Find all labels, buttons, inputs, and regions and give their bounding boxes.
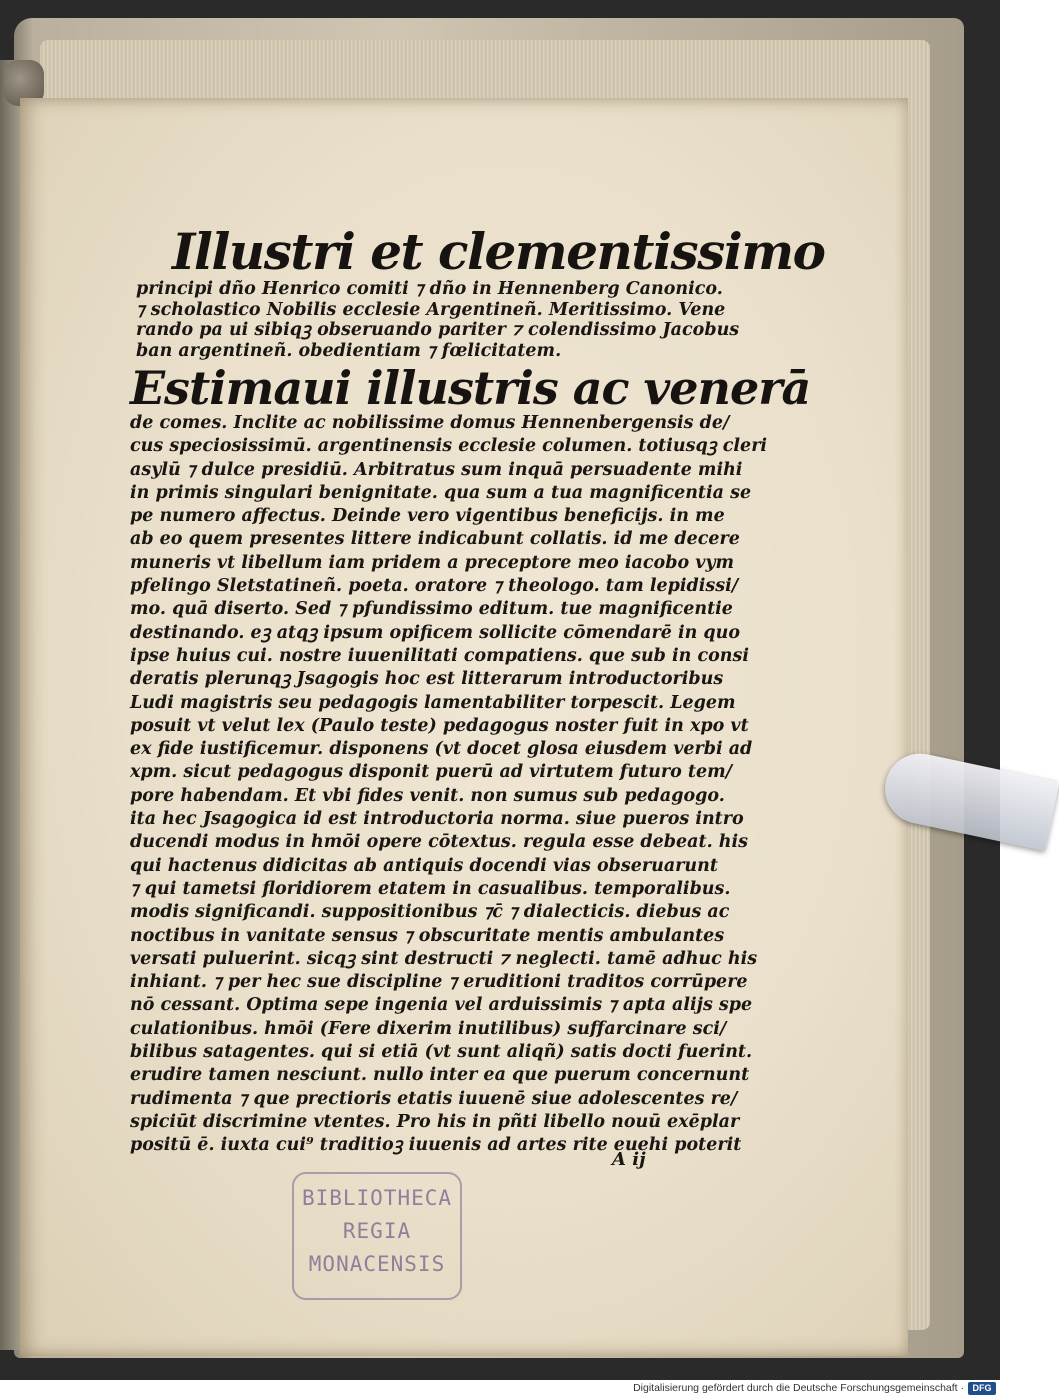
- body-line: pe numero affectus. Deinde vero vigentibus beneficijs. in me: [130, 506, 725, 527]
- signature-mark: A ij: [612, 1149, 646, 1170]
- stamp-line: MONACENSIS: [308, 1252, 446, 1276]
- body-line: culationibus. hmōi (Fere dixerim inutilibus) suffarcinare sci/: [130, 1018, 727, 1039]
- body-line: ex fide iustificemur. disponens (vt docet glosa eiusdem verbi ad: [130, 739, 753, 760]
- body-line: ab eo quem presentes littere indicabunt collatis. id me decere: [130, 529, 740, 550]
- body-line: qui hactenus didicitas ab antiquis docendi vias obseruarunt: [130, 855, 718, 876]
- body-line: pore habendam. Et vbi fides venit. non sumus sub pedagogo.: [130, 785, 725, 806]
- body-line: Ludi magistris seu pedagogis lamentabiliter torpescit. Legem: [130, 692, 736, 713]
- body-line: inhiant. ⁊ per hec sue discipline ⁊ eruditioni traditos corrūpere: [130, 972, 748, 993]
- incipit-line: Estimaui illustris ac venerā: [130, 361, 811, 415]
- library-stamp: [292, 1172, 462, 1300]
- page-heading: Illustri et clementissimo: [172, 222, 825, 281]
- body-line: spiciūt discrimine vtentes. Pro his in pñti libello nouū exēplar: [130, 1111, 740, 1132]
- body-line: destinando. eꝫ atqꝫ ipsum opificem sollicite cōmendarē in quo: [130, 622, 741, 643]
- body-line: mo. quā diserto. Sed ⁊ pfundissimo editum. tue magnificentie: [130, 599, 733, 620]
- body-line: pfelingo Sletstatineñ. poeta. oratore ⁊ theologo. tam lepidissi/: [130, 576, 739, 597]
- dedication-block: [136, 279, 740, 361]
- footer-bar: [0, 1380, 1000, 1398]
- left-page-edge: [0, 60, 22, 1350]
- body-line: versati puluerint. sicqꝫ sint destructi ⁊ neglecti. tamē adhuc his: [130, 948, 758, 969]
- body-line: deratis plerunqꝫ Jsagogis hoc est litterarum introductoribus: [130, 669, 724, 690]
- dedication-line: ban argentineñ. obedientiam ⁊ fœlicitatem.: [136, 340, 562, 361]
- body-line: positū ē. iuxta cui⁹ traditioꝫ iuuenis ad artes rite euehi poterit: [130, 1135, 742, 1156]
- body-line: muneris vt libellum iam pridem a preceptore meo iacobo vym: [130, 552, 735, 573]
- body-line: modis significandi. suppositionibus ⁊c̄ ⁊ dialecticis. diebus ac: [130, 902, 730, 923]
- dedication-line: principi dño Henrico comiti ⁊ dño in Hennenberg Canonico.: [136, 279, 723, 299]
- body-line: asylū ⁊ dulce presidiū. Arbitratus sum inquā persuadente mihi: [130, 459, 743, 480]
- stamp-line: REGIA: [342, 1219, 412, 1243]
- dedication-line: rando pa ui sibiqꝫ obseruando pariter ⁊ colendissimo Jacobus: [136, 320, 740, 340]
- body-line: posuit vt velut lex (Paulo teste) pedagogus noster fuit in xpo vt: [130, 715, 749, 736]
- body-line: cus speciosissimū. argentinensis ecclesie columen. totiusqꝫ cleri: [130, 436, 768, 457]
- body-line: de comes. Inclite ac nobilissime domus Hennenbergensis de/: [130, 413, 730, 433]
- body-line: ⁊ qui tametsi floridiorem etatem in casualibus. temporalibus.: [130, 878, 731, 899]
- body-line: erudire tamen nesciunt. nullo inter ea que puerum concernunt: [130, 1065, 750, 1086]
- body-text-block: [130, 412, 768, 1158]
- body-line: ducendi modus in hmōi opere cōtextus. regula esse debeat. his: [130, 832, 749, 853]
- body-line: rudimenta ⁊ que prectioris etatis iuuenē siue adolescentes re/: [130, 1088, 738, 1109]
- body-line: noctibus in vanitate sensus ⁊ obscuritate mentis ambulantes: [130, 925, 725, 946]
- body-line: xpm. sicut pedagogus disponit puerū ad virtutem futuro tem/: [130, 762, 733, 783]
- body-line: ita hec Jsagogica id est introductoria norma. siue pueros intro: [130, 809, 744, 830]
- stamp-line: BIBLIOTHECA: [301, 1186, 453, 1210]
- body-line: bilibus satagentes. qui si etiā (vt sunt aliqñ) satis docti fuerint.: [130, 1042, 753, 1063]
- body-line: nō cessant. Optima sepe ingenia vel arduissimis ⁊ apta alijs spe: [130, 995, 753, 1016]
- body-line: in primis singulari benignitate. qua sum a tua magnificentia se: [130, 482, 752, 503]
- funding-notice: Digitalisierung gefördert durch die Deutsche Forschungsgemeinschaft ·: [633, 1382, 964, 1394]
- body-line: ipse huius cui. nostre iuuenilitati compatiens. que sub in consi: [130, 645, 750, 666]
- dedication-line: ⁊ scholastico Nobilis ecclesie Argentineñ. Meritissimo. Vene: [136, 299, 726, 320]
- dfg-logo-icon: DFG: [968, 1382, 996, 1395]
